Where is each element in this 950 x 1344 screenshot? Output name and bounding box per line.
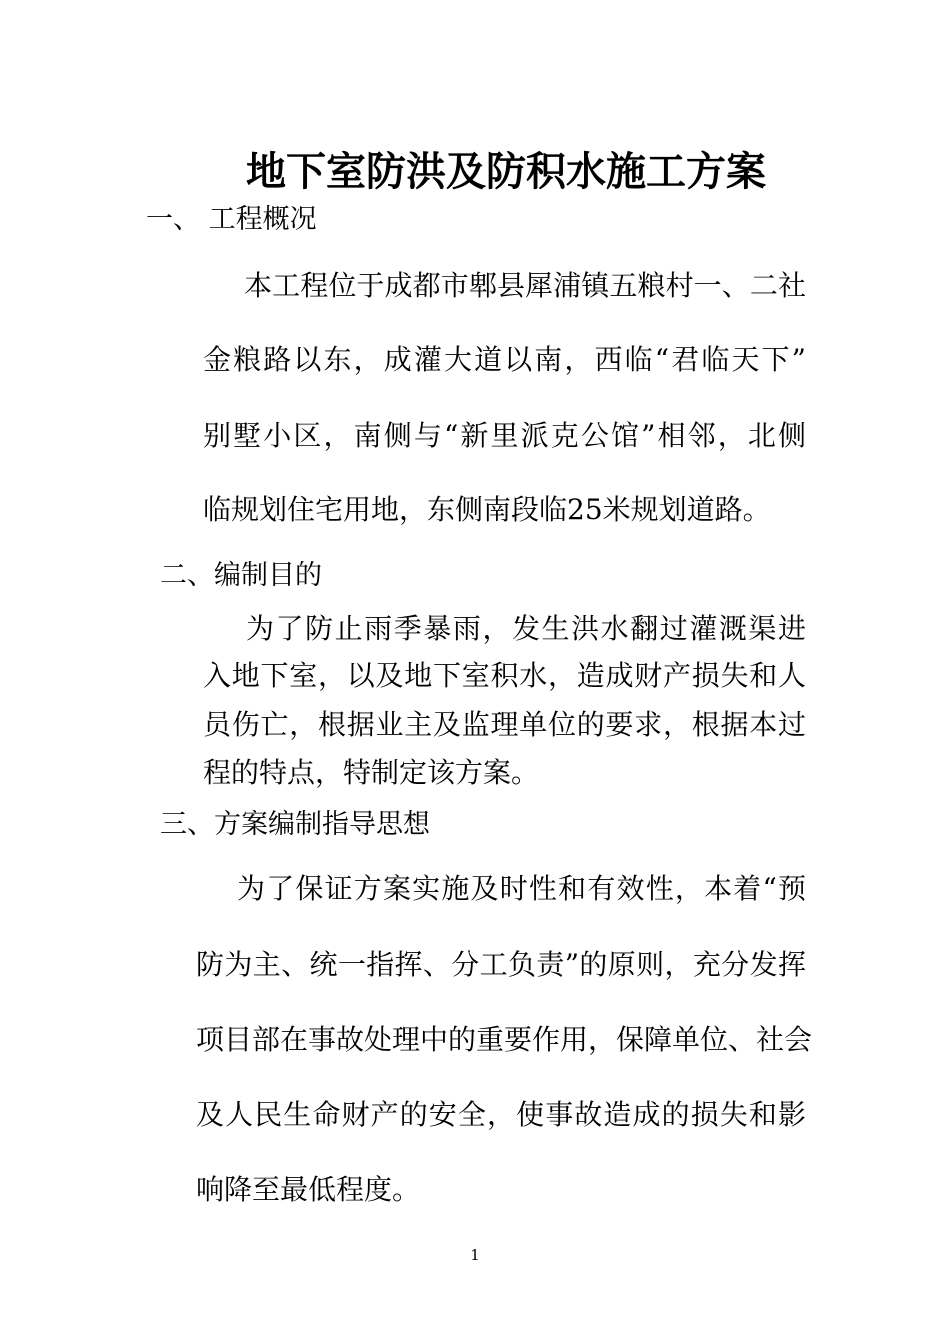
- paragraph-line: 项目部在事故处理中的重要作用，保障单位、社会: [196, 1023, 813, 1056]
- section-heading-guiding-idea: 三、方案编制指导思想: [160, 809, 430, 840]
- paragraph-line: 程的特点，特制定该方案。: [203, 756, 540, 789]
- page-number: 1: [470, 1246, 480, 1264]
- paragraph-line: 金粮路以东，成灌大道以南，西临“君临天下”: [203, 343, 806, 376]
- document-title: 地下室防洪及防积水施工方案: [246, 148, 766, 195]
- paragraph-line: 别墅小区，南侧与“新里派克公馆”相邻，北侧: [203, 419, 806, 452]
- paragraph-line: 入地下室，以及地下室积水，造成财产损失和人: [203, 659, 806, 692]
- section-heading-overview: 一、 工程概况: [146, 204, 317, 235]
- paragraph-line: 为了防止雨季暴雨，发生洪水翻过灌溉渠进: [246, 612, 806, 645]
- paragraph-line: 本工程位于成都市郫县犀浦镇五粮村一、二社: [244, 269, 806, 302]
- paragraph-line: 临规划住宅用地，东侧南段临25米规划道路。: [203, 493, 771, 526]
- paragraph-line: 防为主、统一指挥、分工负责”的原则，充分发挥: [196, 948, 806, 981]
- paragraph-line: 为了保证方案实施及时性和有效性，本着“预: [237, 872, 806, 905]
- paragraph-line: 及人民生命财产的安全，使事故造成的损失和影: [196, 1098, 806, 1131]
- section-heading-purpose: 二、编制目的: [160, 560, 322, 591]
- paragraph-line: 响降至最低程度。: [196, 1173, 421, 1206]
- paragraph-line: 员伤亡，根据业主及监理单位的要求，根据本过: [203, 708, 806, 741]
